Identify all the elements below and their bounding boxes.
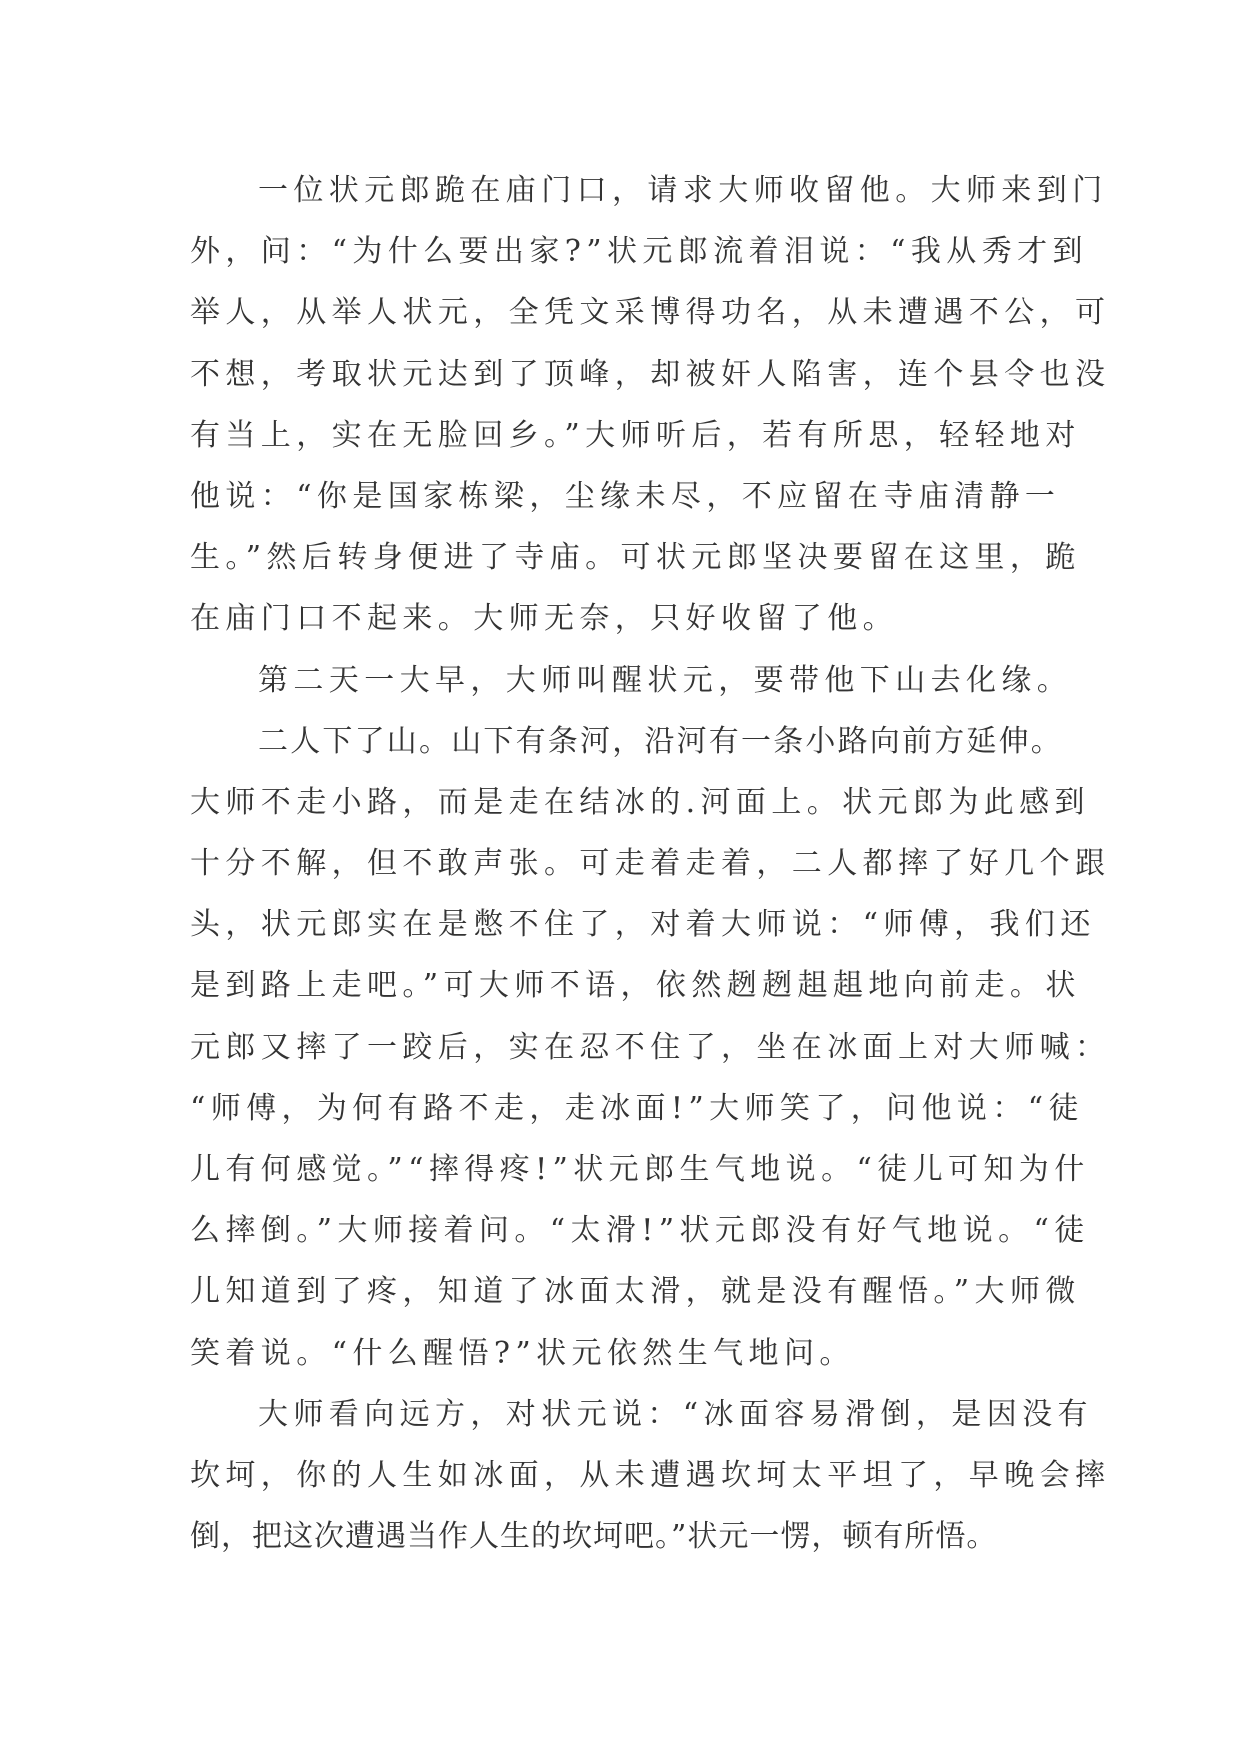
text-line: 倒，把这次遭遇当作人生的坎坷吧。”状元一愣，顿有所悟。 xyxy=(190,1519,998,1555)
text-line: 大师看向远方，对状元说：“冰面容易滑倒，是因没有 xyxy=(258,1396,1093,1432)
text-line: 在庙门口不起来。大师无奈，只好收留了他。 xyxy=(190,601,898,637)
text-line: 十分不解，但不敢声张。可走着走着，二人都摔了好几个跟 xyxy=(190,846,1111,882)
text-line: 元郎又摔了一跤后，实在忍不住了，坐在冰面上对大师喊： xyxy=(190,1029,1111,1065)
text-line: 是到路上走吧。”可大师不语，依然趔趔趄趄地向前走。状 xyxy=(190,968,1081,1004)
text-line: 生。”然后转身便进了寺庙。可状元郎坚决要留在这里，跪 xyxy=(190,540,1081,576)
text-line: 么摔倒。”大师接着问。“太滑!”状元郎没有好气地说。“徒 xyxy=(190,1213,1090,1249)
text-line: 头，状元郎实在是憋不住了，对着大师说：“师傅，我们还 xyxy=(190,907,1096,943)
text-line: 儿知道到了疼，知道了冰面太滑，就是没有醒悟。”大师微 xyxy=(190,1274,1081,1310)
text-line: 二人下了山。山下有条河，沿河有一条小路向前方延伸。 xyxy=(258,723,1063,759)
text-line: 外，问：“为什么要出家?”状元郎流着泪说：“我从秀才到 xyxy=(190,234,1088,270)
text-line: 举人，从举人状元，全凭文采博得功名，从未遭遇不公，可 xyxy=(190,295,1111,331)
text-line: 一位状元郎跪在庙门口，请求大师收留他。大师来到门 xyxy=(258,173,1108,208)
text-line: 儿有何感觉。”“摔得疼!”状元郎生气地说。“徒儿可知为什 xyxy=(190,1152,1090,1187)
text-line: 有当上，实在无脸回乡。”大师听后，若有所思，轻轻地对 xyxy=(190,417,1081,453)
text-line: 笑着说。“什么醒悟?”状元依然生气地问。 xyxy=(190,1335,855,1371)
text-line: 他说：“你是国家栋梁，尘缘未尽，不应留在寺庙清静一 xyxy=(190,478,1061,514)
text-line: 大师不走小路，而是走在结冰的.河面上。状元郎为此感到 xyxy=(190,784,1090,820)
text-line: 第二天一大早，大师叫醒状元，要带他下山去化缘。 xyxy=(258,662,1073,698)
story-text xyxy=(190,160,1111,1567)
text-line: 不想，考取状元达到了顶峰，却被奸人陷害，连个县令也没 xyxy=(190,356,1111,392)
text-line: 坎坷，你的人生如冰面，从未遭遇坎坷太平坦了，早晚会摔 xyxy=(190,1457,1111,1493)
text-line: “师傅，为何有路不走，走冰面!”大师笑了，问他说：“徒 xyxy=(190,1090,1084,1126)
